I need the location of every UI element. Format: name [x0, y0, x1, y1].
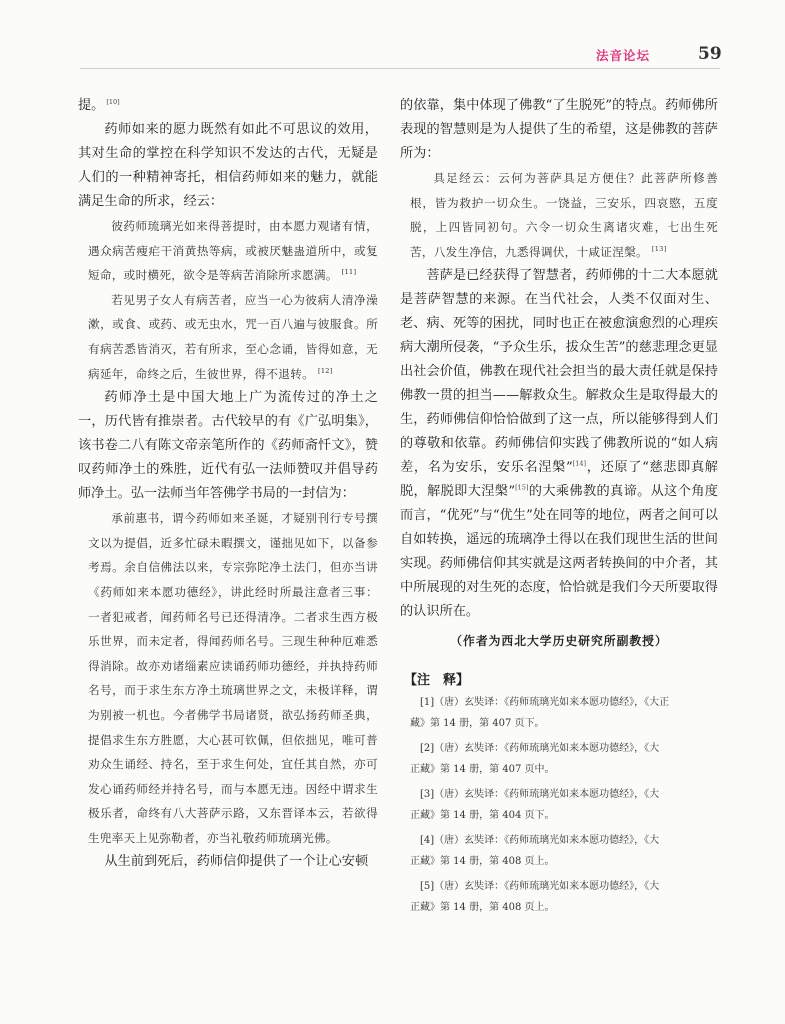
citation-marker: [14]	[572, 459, 587, 468]
footnote: [1]（唐）玄奘译：《药师琉璃光如来本愿功德经》，《大正 藏》第 14 册，第 407 页下。	[410, 697, 670, 730]
citation-marker: [10]	[106, 97, 120, 106]
notes-list	[400, 692, 718, 918]
block-quote: 承前惠书，谓今药师如来圣诞，才疑别刊行专号撰文以为提倡，近多忙碌未暇撰文，谨拙见如下，以备参考焉。余自信佛法以来，专宗弥陀净土法门，但亦当讲《药师如来本愿功德经》，讲此经时所最注意者三事：一者犯戒者，闻药师名号已还得清净。二者求生西方极乐世界，而未定者，得闻药师名号。三现生种种厄难悉得消除。故亦劝诸缁素应读诵药师功德经，并执持药师名号，而于求生东方净土琉璃世界之文，未极详释，谓为别被一机也。今者佛学书局诸贤，欲弘扬药师圣典，提倡求生东方胜愿，大心甚可钦佩，但依拙见，唯可普劝众生诵经、持名，至于求生何处，宜任其自然，亦可发心诵药师经并持名号，而与本愿无违。因经中谓求生极乐者，命终有八大菩萨示路，又东晋译本云，若欲得生兜率天上见弥勒者，亦当礼敬药师琉璃光佛。	[88, 511, 378, 845]
body-paragraph: 药师净土是中国大地上广为流传过的净土之一，历代皆有推崇者。古代较早的有《广弘明集》，该书卷二八有陈文帝亲笔所作的《药师斋忏文》，赞叹药师净土的殊胜，近代有弘一法师赞叹并倡导药师净土。弘一法师当年答佛学书局的一封信为：	[78, 390, 378, 502]
block-quote: 具足经云：云何为菩萨具足方便住？此菩萨所修善根，皆为救护一切众生。一饶益，三安乐，四哀愍，五度脱，上四皆同初句。六令一切众生离诸灾难，七出生死苦，八发生净信，九悉得调伏，十咸证涅槃。 [13]	[410, 171, 718, 259]
footnote: [5]（唐）玄奘译：《药师琉璃光如来本愿功德经》，《大 正藏》第 14 册，第 408 页上。	[410, 881, 660, 914]
notes-heading: 【注 释】	[404, 673, 470, 689]
right-column	[400, 94, 718, 922]
body-paragraph: 从生前到死后，药师信仰提供了一个让心安顿	[104, 854, 369, 870]
page-header	[0, 0, 785, 80]
body-paragraph: 菩萨是已经获得了智慧者，药师佛的十二大本愿就是菩萨智慧的来源。在当代社会，人类不仅面对生、老、病、死等的困扰，同时也正在被愈演愈烈的心理疾病大潮所侵袭，“予众生乐，拔众生苦”的慈悲理念更显出社会价值，佛教在现代社会担当的最大责任就是保持佛教一贯的担当——解救众生。解救众生是取得最大的生，药师佛信仰恰恰做到了这一点，所以能够得到人们的尊敬和依靠。药师佛信仰实践了佛教所说的“如人病差，名为安乐，安乐名涅槃”[14]，还原了“慈悲即真解脱，解脱即大涅槃”[15]的大乘佛教的真谛。从这个角度而言，“优死”与“优生”处在同等的地位，两者之间可以自如转换，遥远的琉璃净土得以在我们现世生活的世间实现。药师佛信仰其实就是这两者转换间的中介者，其中所展现的对生死的态度，恰恰就是我们今天所要取得的认识所在。	[400, 268, 718, 620]
footnote: [2]（唐）玄奘译：《药师琉璃光如来本愿功德经》，《大 正藏》第 14 册，第 407 页中。	[410, 743, 660, 776]
left-column	[78, 94, 378, 874]
citation-marker: [13]	[651, 244, 667, 253]
citation-marker: [15]	[515, 483, 529, 492]
footnote: [3]（唐）玄奘译：《药师琉璃光如来本愿功德经》，《大 正藏》第 14 册，第 404 页下。	[410, 789, 660, 822]
block-quote: 彼药师琉璃光如来得菩提时，由本愿力观诸有情，遇众病苦瘦疟干消黄热等病，或被厌魅蛊道所中，或复短命，或时横死，欲令是等病苦消除所求愿满。 [11]	[88, 219, 378, 283]
block-quote: 若见男子女人有病苦者，应当一心为彼病人清净澡漱，或食、或药、或无虫水，咒一百八遍与彼服食。所有病苦悉皆消灭，若有所求，至心念诵，皆得如意，无病延年，命终之后，生彼世界，得不退转。 [12]	[88, 292, 378, 381]
citation-marker: [11]	[341, 268, 357, 277]
header-rule	[80, 68, 720, 69]
footnote: [4]（唐）玄奘译：《药师琉璃光如来本愿功德经》，《大 正藏》第 14 册，第 408 页上。	[410, 835, 660, 868]
body-paragraph: 药师如来的愿力既然有如此不可思议的效用，其对生命的掌控在科学知识不发达的古代，无疑是人们的一种精神寄托，相信药师如来的魅力，就能满足生命的所求，经云：	[78, 122, 378, 209]
page-number: 59	[698, 44, 722, 64]
running-header-section: 法音论坛	[596, 48, 651, 63]
author-byline: （作者为西北大学历史研究所副教授）	[450, 634, 668, 649]
body-paragraph: 的依靠，集中体现了佛教“了生脱死”的特点。药师佛所表现的智慧则是为人提供了生的希望，这是佛教的菩萨所为：	[400, 98, 718, 161]
body-paragraph: 提。 [10]	[78, 97, 120, 113]
citation-marker: [12]	[317, 366, 333, 375]
